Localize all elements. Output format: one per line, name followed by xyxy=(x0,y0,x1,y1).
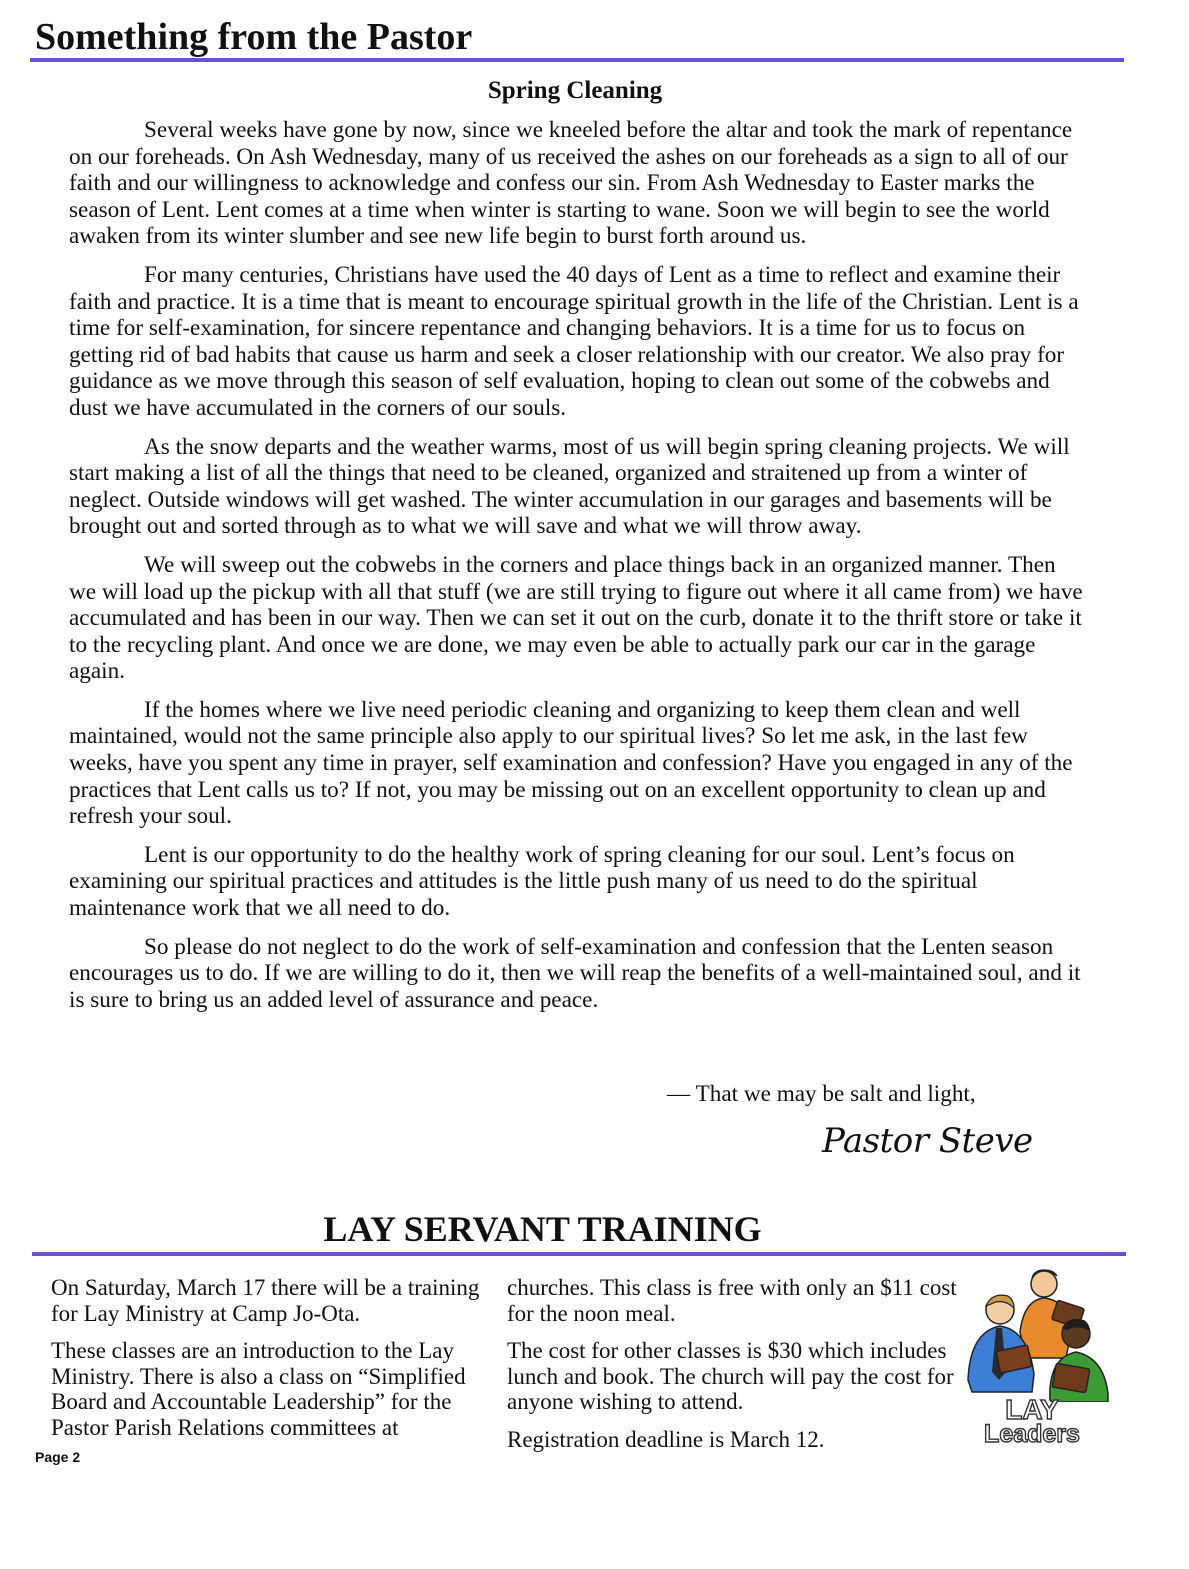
article-paragraph: For many centuries, Christians have used the 40 days of Lent as a time to reflect and examine their faith and practice. It is a time that is meant to encourage spiritual growth in the life of the Christian. Lent is a time for self-examination, for sincere repentance and changing behaviors. It is a time for us to focus on getting rid of bad habits that cause us harm and seek a closer relationship with our creator. We also pray for guidance as we move through this season of self evaluation, hoping to clean out some of the cobwebs and dust we have accumulated in the corners of our souls. xyxy=(69,261,1079,421)
lay-paragraph: On Saturday, March 17 there will be a training for Lay Ministry at Camp Jo-Ota. xyxy=(51,1275,480,1326)
article-paragraph: So please do not neglect to do the work of self-examination and confession that the Lenten season encourages us to do. If we are willing to do it, then we will reap the benefits of a well-maintained soul, and it is sure to bring us an added level of assurance and peace. xyxy=(69,933,1081,1013)
lay-paragraph: Registration deadline is March 12. xyxy=(507,1426,825,1452)
logo-word-leaders: Leaders xyxy=(984,1420,1080,1448)
lay-paragraph: The cost for other classes is $30 which includes lunch and book. The church will pay the cost for anyone wishing to attend. xyxy=(507,1338,954,1414)
article-paragraph: We will sweep out the cobwebs in the corners and place things back in an organized manner. Then we will load up the pickup with all that stuff (we are still trying to figure out where it all came from) we have accumulated and has been in our way. Then we can set it out on the curb, donate it to the thrift store or take it to the recycling plant. And once we are done, we may even be able to actually park our car in the garage again. xyxy=(69,551,1083,685)
lay-training-right-column xyxy=(507,1275,957,1464)
article-paragraph: If the homes where we live need periodic cleaning and organizing to keep them clean and well maintained, would not the same principle also apply to our spiritual lives? So let me ask, in the last few weeks, have you spent any time in prayer, self examination and confession? Have you engaged in any of the practices that Lent calls us to? If not, you may be missing out on an excellent opportunity to clean up and refresh your soul. xyxy=(69,696,1073,830)
pastor-signature: Pastor Steve xyxy=(822,1121,1033,1161)
article-paragraph: As the snow departs and the weather warms, most of us will begin spring cleaning projects. We will start making a list of all the things that need to be cleaned, organized and straitened up from a winter of neglect. Outside windows will get washed. The winter accumulation in our garages and basements will be brought out and sorted through as to what we will save and what we will throw away. xyxy=(69,433,1070,540)
lay-training-divider xyxy=(32,1252,1126,1256)
article-title: Spring Cleaning xyxy=(487,77,663,104)
lay-training-title: LAY SERVANT TRAINING xyxy=(323,1209,762,1249)
section-divider xyxy=(30,58,1124,62)
lay-paragraph: These classes are an introduction to the Lay Ministry. There is also a class on “Simplified Board and Accountable Leadership” for the Pastor Parish Relations committees at xyxy=(51,1338,466,1440)
lay-leaders-illustration xyxy=(962,1262,1122,1402)
article-paragraph: Lent is our opportunity to do the healthy work of spring cleaning for our soul. Lent’s focus on examining our spiritual practices and attitudes is the little push many of us need to do the spiritual maintenance work that we all need to do. xyxy=(69,841,1015,922)
article-body xyxy=(69,117,1085,1025)
lay-training-left-column xyxy=(51,1275,496,1452)
page-number: Page 2 xyxy=(35,1449,81,1465)
logo-word-lay: LAY xyxy=(1005,1394,1059,1425)
lay-paragraph: churches. This class is free with only an $11 cost for the noon meal. xyxy=(507,1275,957,1326)
section-title: Something from the Pastor xyxy=(35,16,473,58)
closing-line: — That we may be salt and light, xyxy=(667,1081,976,1107)
article-paragraph: Several weeks have gone by now, since we kneeled before the altar and took the mark of repentance on our foreheads. On Ash Wednesday, many of us received the ashes on our foreheads as a sign to all of our faith and our willingness to acknowledge and confess our sin. From Ash Wednesday to Easter marks the season of Lent. Lent comes at a time when winter is starting to wane. Soon we will begin to see the world awaken from its winter slumber and see new life begin to burst forth around us. xyxy=(69,117,1073,250)
